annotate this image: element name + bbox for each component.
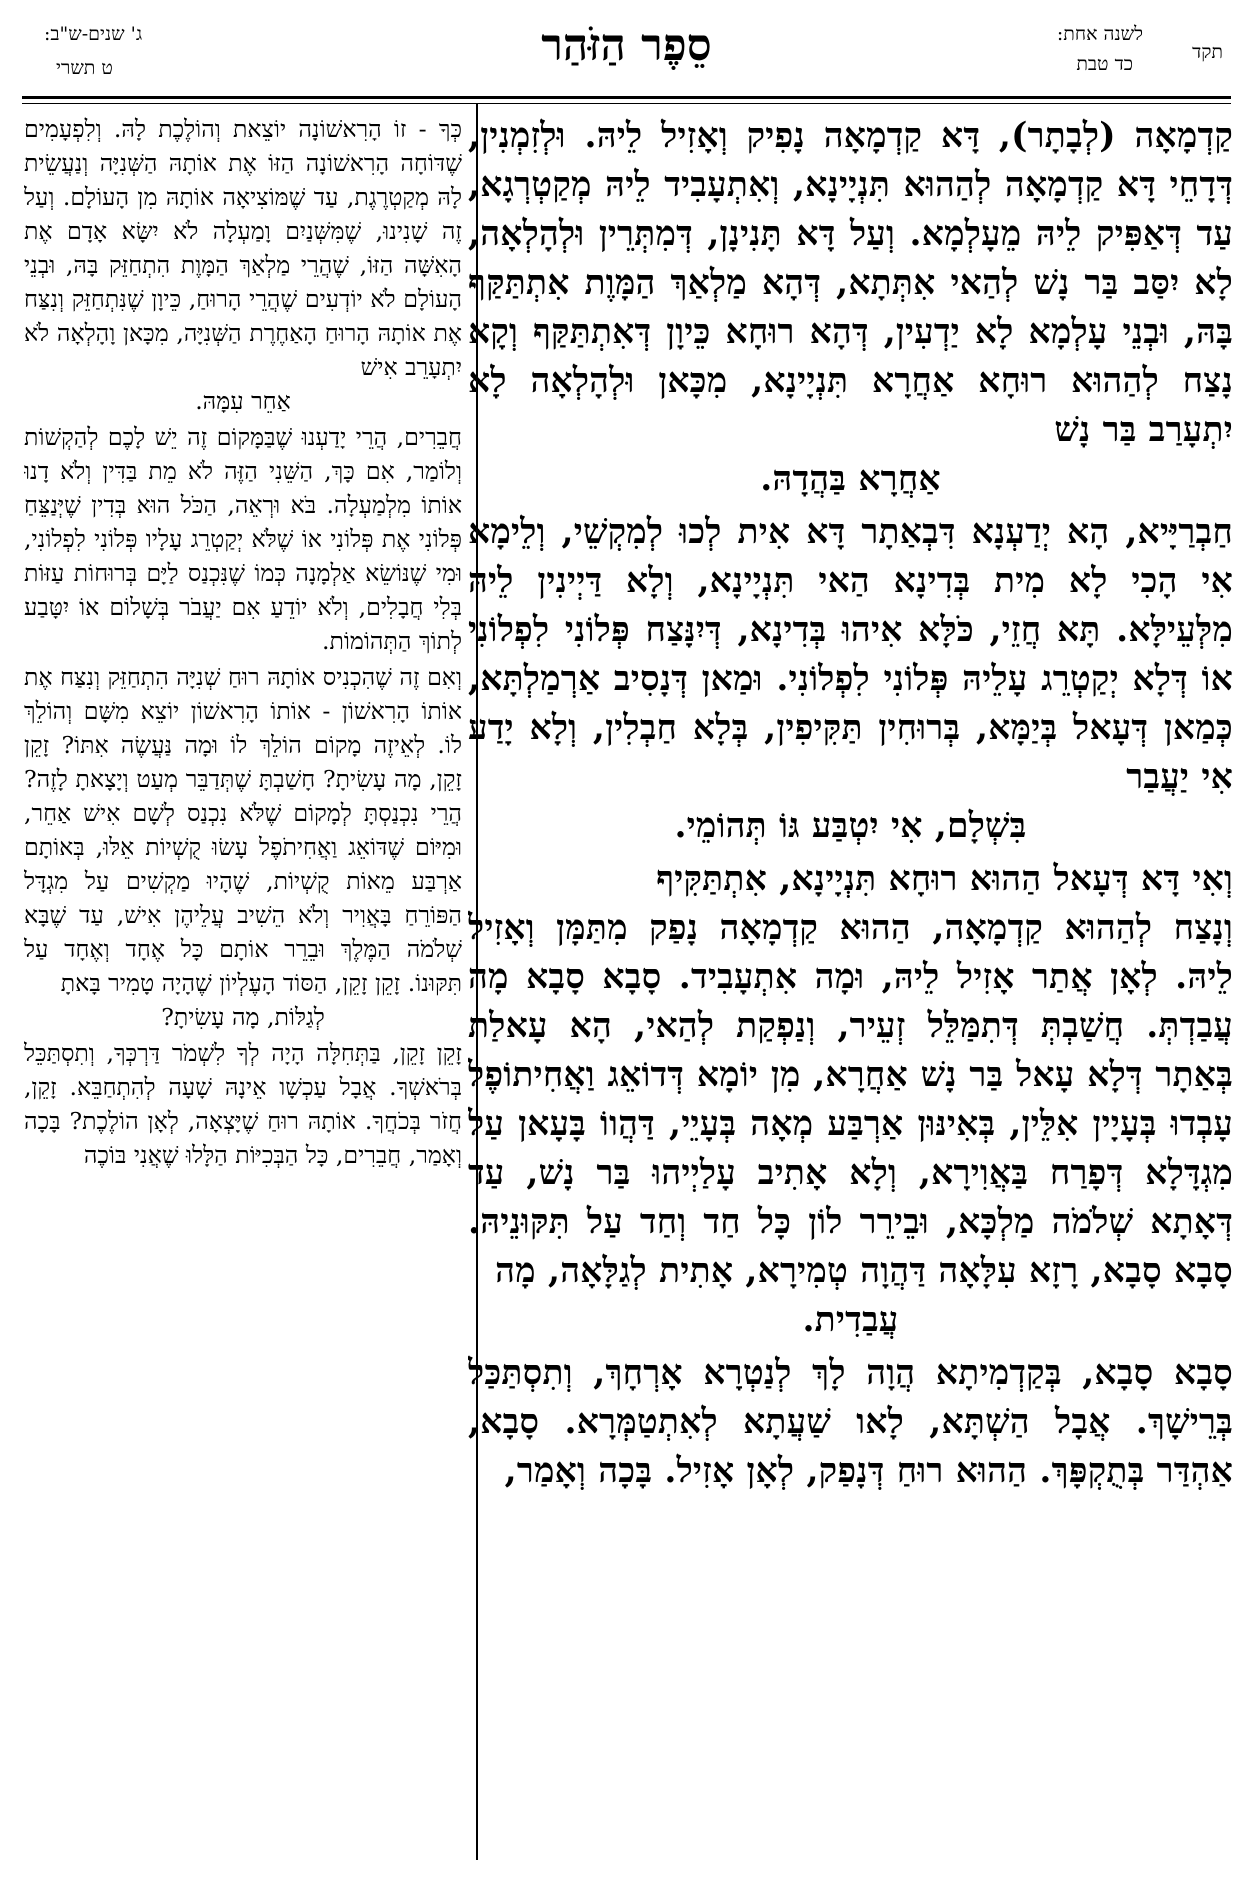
main-paragraph-3: וְנָצַח לְהַהוּא קַדְמָאָה, הַהוּא קַדְמָאָה נָפַק מִתַּמָּן וְאָזִיל לֵיהּ. לְאָן אֲתַר אָזִיל לֵיהּ, וּמָה אִתְעָבִיד. סָבָא סָבָא מָה עֲבַדְתְּ. חֲשַׁבְתְּ דְּתִמַּלֵּל זְעֵיר, וְנַפְקַת לְהַאי, הָא עָאלַת בְּאַתָר דְּלָא עָאל בַּר נָשׁ אַחֲרָא, מִן יוֹמָא דְּדוֹאֵג וַאֲחִיתוֹפֶל עָבְדוּ בְּעָיָין אִלֵּין, בְּאִינּוּן אַרְבַּע מְאָה בְּעָיֵי, דַּהֲווֹ בָּעָאן עַל מִגְדָּלָא דְּפָרַח בַּאֲוִירָא, וְלָא אָתִיב עָלַיְיהוּ בַּר נָשׁ, עַד דְּאָתָא שְׁלֹמֹה מַלְכָּא, וּבֵירֵר לוֹן כָּל חַד וְחַד עַל תִּקּוּנֵיהּ. סָבָא סָבָא, רָזָא עִלָּאָה דַּהֲוָה טְמִירָא, אָתִית לְגַלָּאָה, מָה (468, 908, 1233, 1291)
main-paragraph-1: קַדְמָאָה (לְבָתָר), דָּא קַדְמָאָה נָפִיק וְאָזִיל לֵיהּ. וּלְזִמְנִין, דְּדָחֵי דָּא קַדְמָאָה לְהַהוּא תִּנְיָינָא, וְאִתְעָבִיד לֵיהּ מְקַטְרְגָא, עַד דְּאַפִּיק לֵיהּ מֵעָלְמָא. וְעַל דָּא תָּנִינָן, דְּמִתְּרֵין וּלְהָלְאָה, לָא יִסַּב בַּר נָשׁ לְהַאי אִתְּתָא, דְּהָא מַלְאַךְ הַמָּוֶת אִתְתַּקַּף בָּהּ, וּבְנֵי עָלְמָא לָא יַדְעִין, דְּהָא רוּחָא כֵּיוָן דְּאִתְתַּקַּף וְקָא נָצַח לְהַהוּא רוּחָא אַחֲרָא תִּנְיָינָא, מִכָּאן וּלְהָלְאָה לָא יִתְעָרַב בַּר נָשׁ (468, 116, 1233, 450)
header-rule-thin (22, 103, 1231, 104)
side-paragraph-2: חֲבֵרִים, הֲרֵי יָדַעְנוּ שֶׁבַּמָּקוֹם זֶה יֵשׁ לָכֶם לְהַקְשׁוֹת וְלוֹמַר, אִם כָּךְ, הַשֵּׁנִי הַזֶּה לֹא מֵת בַּדִּין וְלֹא דָנוּ אוֹתוֹ מִלְמַעְלָה. בֹּא וּרְאֵה, הַכֹּל הוּא בְּדִין שֶׁיְּנַצֵּחַ פְּלוֹנִי אֶת פְּלוֹנִי אוֹ שֶׁלֹּא יְקַטְרֵג עָלָיו פְּלוֹנִי לִפְלוֹנִי, וּמִי שֶׁנּוֹשֵׂא אַלְמָנָה כְּמוֹ שֶׁנִּכְנַס לַיָּם בְּרוּחוֹת עַזּוֹת בְּלִי חֲבָלִים, וְלֹא יוֹדֵעַ אִם יַעֲבֹר בְּשָׁלוֹם אוֹ יִטָּבַע לְתוֹךְ הַתְּהוֹמוֹת. (24, 423, 462, 655)
side-paragraph-4: זָקֵן זָקֵן, בַּתְּחִלָּה הָיָה לְךָ לִשְׁמֹר דַּרְכְּךָ, וְתִסְתַּכֵּל בְּרֹאשְׁךָ. אֲבָל עַכְשָׁו אֵינָהּ שָׁעָה לְהִתְחַבֵּא. זָקֵן, חֲזֹר בְּכֹחֲךָ. אוֹתָהּ רוּחַ שֶׁיָּצְאָה, לְאָן הוֹלֶכֶת? בָּכָה וְאָמַר, חֲבֵרִים, כָּל הַבְּכִיּוֹת הַלָּלוּ שֶׁאֲנִי בּוֹכֶה (24, 1039, 462, 1169)
main-paragraph-4: סָבָא סָבָא, בְּקַדְמִיתָא הֲוָה לָךְ לְנַטְרָא אָרְחָךְ, וְתִסְתַּכַּל בְּרֵישָׁךְ. אֲבָל הַשְׁתָּא, לָאו שַׁעֲתָא לְאִתְטַמְּרָא. סָבָא, אַהְדַּר בְּתֻקְפָּךְ. הַהוּא רוּחַ דְּנָפַק, לְאָן אָזִיל. בָּכָה וְאָמַר, (468, 1353, 1233, 1491)
side-paragraph-1-end: אַחֵר עִמָּהּ. (195, 387, 291, 415)
side-paragraph-1: כְּךָ - זוֹ הָרִאשׁוֹנָה יוֹצֵאת וְהוֹלֶכֶת לָהּ. וְלִפְעָמִים שֶׁדּוֹחָה הָרִאשׁוֹנָה הַזּוֹ אֶת אוֹתָהּ הַשְּׁנִיָּה וְנַעֲשֵׂית לָהּ מְקַטְרֶגֶת, עַד שֶׁמּוֹצִיאָה אוֹתָהּ מִן הָעוֹלָם. וְעַל זֶה שָׁנִינוּ, שֶׁמִּשְּׁנַיִם וָמַעְלָה לֹא יִשָּׂא אָדָם אֶת הָאִשָּׁה הַזּוֹ, שֶׁהֲרֵי מַלְאַךְ הַמָּוֶת הִתְחַזֵּק בָּהּ, וּבְנֵי הָעוֹלָם לֹא יוֹדְעִים שֶׁהֲרֵי הָרוּחַ, כֵּיוָן שֶׁנִּתְחַזֵּק וְנִצַּח אֶת אוֹתָהּ הָרוּחַ הָאַחֶרֶת הַשְּׁנִיָּה, מִכָּאן וָהָלְאָה לֹא יִתְעָרֵב אִישׁ (24, 115, 462, 381)
side-paragraph-3: וְאִם זֶה שֶׁהִכְנִיס אוֹתָהּ רוּחַ שְׁנִיָּה הִתְחַזֵּק וְנִצַּח אֶת אוֹתוֹ הָרִאשׁוֹן - אוֹתוֹ הָרִאשׁוֹן יוֹצֵא מִשָּׁם וְהוֹלֵךְ לוֹ. לְאֵיזֶה מָקוֹם הוֹלֵךְ לוֹ וּמָה נַּעֲשֶׂה אִתּוֹ? זָקֵן זָקֵן, מָה עָשִׂיתָ? חָשַׁבְתָּ שֶׁתְּדַבֵּר מְעַט וְיָצָאתָ לָזֶה? הֲרֵי נִכְנַסְתָּ לְמָקוֹם שֶׁלֹּא נִכְנַס לְשָׁם אִישׁ אַחֵר, וּמִיּוֹם שֶׁדּוֹאֵג וַאֲחִיתֹפֶל עָשׂוּ קֻשְׁיוֹת אֵלּוּ, בְּאוֹתָם אַרְבַּע מֵאוֹת קֻשְׁיוֹת, שֶׁהָיוּ מַקְשִׁים עַל מִגְדָּל הַפּוֹרֵחַ בָּאֲוִיר וְלֹא הֵשִׁיב עֲלֵיהֶן אִישׁ, עַד שֶׁבָּא שְׁלֹמֹה הַמֶּלֶךְ וּבֵרֵר אוֹתָם כָּל אֶחָד וְאֶחָד עַל תִּקּוּנוֹ. זָקֵן זָקֵן, הַסּוֹד הָעֶלְיוֹן שֶׁהָיָה טָמִיר בָּאתָ (24, 663, 462, 997)
right-date: ט תשרי (56, 57, 113, 79)
main-paragraph-1-end: אַחֲרָא בַּהֲדָהּ. (760, 459, 941, 499)
year-label: לשנה אחת: (1056, 23, 1143, 45)
main-paragraph-2: חַבְרַיָּיא, הָא יְדַעְנָא דִּבְאַתָר דָּא אִית לְכוּ לְמִקְשֵׁי, וְלֵימָא אִי הָכִי לָא מִית בְּדִינָא הַאי תִּנְיָינָא, וְלָא דַּיְינִין לֵיהּ מִלְּעֵילָּא. תָּא חֲזֵי, כֹּלָּא אִיהוּ בְּדִינָא, דְּיִנָּצַח פְּלוֹנִי לִפְלוֹנִי אוֹ דְּלָא יְקַטְרֵג עָלֵיהּ פְּלוֹנִי לִפְלוֹנִי. וּמַאן דְּנָסִיב אַרְמַלְתָּא, כְּמַאן דְּעָאל בְּיַמָּא, בְּרוּחִין תַּקִּיפִין, בְּלָא חַבְלִין, וְלָא יָדַע אִי יַעֲבַר (468, 512, 1233, 797)
book-title: סֵפֶר הַזֹּהַר (541, 20, 712, 71)
header-rule (22, 96, 1231, 99)
main-paragraph-3-first: וְאִי דָּא דְּעָאל הַהוּא רוּחָא תִּנְיָינָא, אִתְתַּקִּיף (656, 859, 1233, 899)
main-paragraph-2-end: בִּשְׁלָם, אִי יִטְבַּע גּוֹ תְּהוֹמֵי. (674, 806, 1027, 846)
main-text-column (468, 112, 1233, 1872)
date-label: כד טבת (1076, 53, 1133, 75)
page-number: תקד (1192, 41, 1223, 63)
right-label: ג' שנים-ש"ב: (44, 23, 143, 45)
translation-column (24, 112, 462, 1872)
side-paragraph-3-end: לְגַלּוֹת, מָה עָשִׂיתָ? (161, 1003, 325, 1031)
main-paragraph-3-end: עֲבַדִית. (802, 1300, 899, 1340)
